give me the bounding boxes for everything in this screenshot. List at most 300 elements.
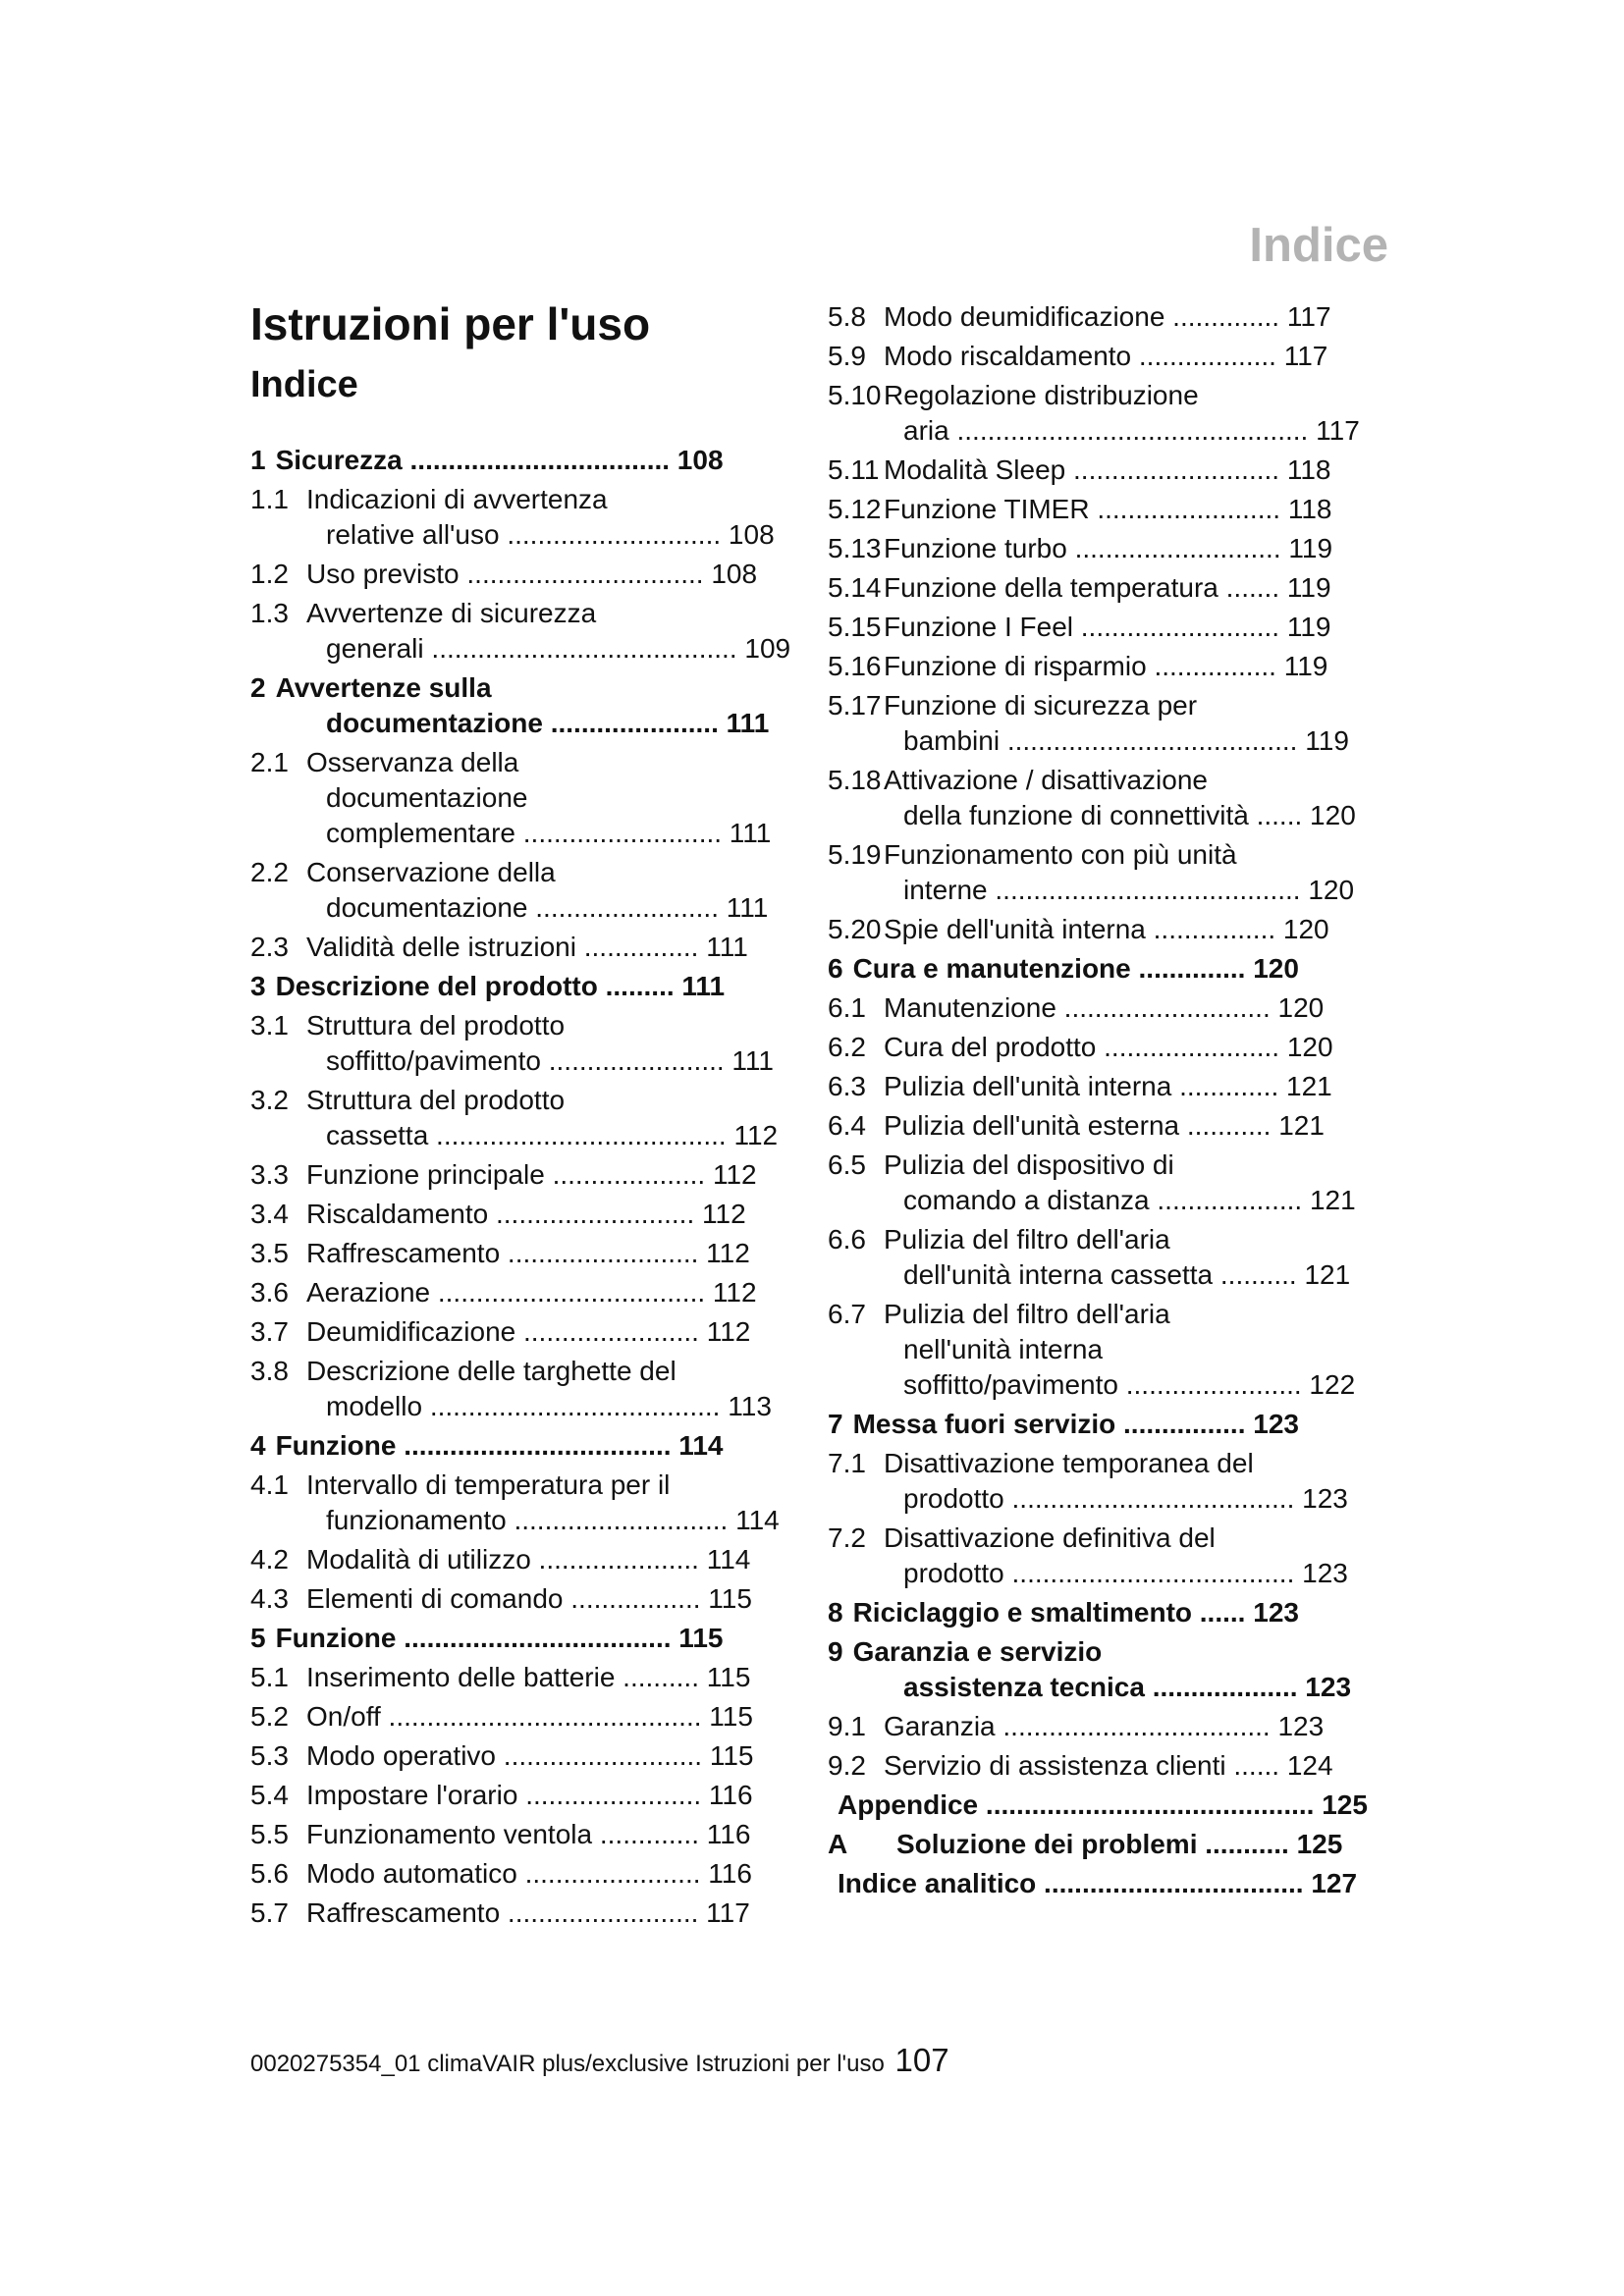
toc-entry-number: 7.1	[828, 1448, 866, 1478]
toc-entry-line	[828, 339, 1417, 374]
toc-page-number: 118	[1280, 494, 1332, 524]
toc-entry[interactable]	[828, 688, 1417, 759]
toc-entry-number: 5.2	[250, 1701, 289, 1733]
toc-entry[interactable]	[250, 1157, 810, 1193]
toc-entry-line	[250, 1856, 810, 1892]
toc-entry-text: prodotto	[903, 1558, 1004, 1588]
toc-entry-number: 5.1	[250, 1662, 289, 1693]
toc-page-number: 113	[720, 1391, 772, 1422]
toc-entry-text: Modo operativo	[306, 1740, 497, 1772]
toc-entry-line	[250, 1197, 810, 1232]
toc-entry-number: 3.4	[250, 1199, 289, 1230]
toc-page-number: 109	[736, 633, 791, 665]
toc-entry-line	[250, 706, 810, 741]
toc-leader-dots: ................	[1145, 914, 1276, 944]
toc-entry-line	[250, 890, 810, 926]
toc-leader-dots: .................	[563, 1583, 701, 1615]
toc-entry[interactable]	[828, 951, 1417, 987]
toc-entry-number: 2.1	[250, 747, 289, 778]
toc-entry-text: Conservazione della	[306, 857, 556, 888]
toc-entry-number: 8	[828, 1597, 843, 1628]
toc-entry-page	[500, 1238, 750, 1268]
toc-entry-number: 7	[828, 1409, 843, 1439]
toc-leader-dots: ............................	[506, 1505, 729, 1536]
toc-entry[interactable]	[250, 1856, 810, 1892]
toc-entry[interactable]	[828, 649, 1417, 684]
toc-entry-line	[828, 1788, 1417, 1823]
toc-entry-text: Riciclaggio e smaltimento	[852, 1597, 1192, 1628]
toc-entry-text: Pulizia del filtro dell'aria	[884, 1299, 1170, 1329]
toc-entry[interactable]	[250, 1621, 810, 1656]
toc-leader-dots: .......	[1218, 572, 1280, 603]
toc-entry-line	[250, 557, 810, 592]
toc-entry-number: 3.1	[250, 1010, 289, 1041]
toc-entry-page	[422, 1391, 772, 1421]
toc-entry-text: Servizio di assistenza clienti	[884, 1750, 1226, 1781]
toc-entry-line	[250, 596, 810, 631]
toc-entry[interactable]	[828, 453, 1417, 488]
toc-entry-text: Modalità di utilizzo	[306, 1544, 531, 1575]
toc-page-number: 115	[700, 1583, 752, 1615]
toc-entry-number: 5.8	[828, 301, 866, 332]
toc-entry-line	[250, 969, 810, 1004]
toc-entry-line	[828, 1748, 1417, 1784]
toc-page-number: 122	[1301, 1369, 1356, 1400]
toc-entry[interactable]	[250, 1083, 810, 1153]
toc-entry-line	[250, 1468, 810, 1503]
toc-entry-text: Messa fuori servizio	[852, 1409, 1116, 1439]
toc-entry-text: Attivazione / disattivazione	[884, 765, 1208, 795]
toc-entry-page	[1147, 651, 1328, 681]
toc-entry[interactable]	[828, 1521, 1417, 1591]
toc-leader-dots: ..............	[1164, 301, 1280, 332]
toc-entry-number: 2.2	[250, 857, 289, 888]
toc-page-number: 123	[1294, 1483, 1348, 1514]
toc-entry-page	[515, 818, 771, 848]
toc-entry-line	[250, 1236, 810, 1271]
toc-leader-dots: .....................................	[1003, 1558, 1295, 1588]
toc-entry-line	[828, 688, 1417, 723]
toc-entry-line	[828, 837, 1417, 873]
toc-page-number: 124	[1279, 1750, 1333, 1781]
toc-entry-page	[1065, 454, 1330, 485]
toc-leader-dots: .......................	[1096, 1032, 1280, 1062]
toc-entry-page	[1150, 1185, 1356, 1215]
toc-page-number: 114	[728, 1505, 780, 1536]
toc-entry-text: Funzione della temperatura	[884, 572, 1218, 603]
toc-entry-number: 5.7	[250, 1897, 289, 1929]
toc-leader-dots: ...........	[1197, 1829, 1289, 1859]
toc-entry-line	[250, 1043, 810, 1079]
toc-leader-dots: ..................	[1131, 341, 1276, 371]
toc-page-number: 119	[1280, 533, 1333, 563]
toc-entry-number: 5.5	[250, 1819, 289, 1850]
toc-entry-text: Struttura del prodotto	[306, 1010, 566, 1041]
toc-entry-line	[828, 1595, 1417, 1630]
toc-entry-line	[250, 1118, 810, 1153]
toc-page-number: 120	[1279, 1032, 1333, 1062]
toc-leader-dots: .........................	[500, 1897, 699, 1929]
toc-entry-page	[1004, 1558, 1348, 1588]
toc-right-list	[828, 299, 1417, 1901]
toc-entry-text: generali	[326, 633, 424, 665]
toc-entry[interactable]	[828, 1030, 1417, 1065]
toc-entry-number: 5.12	[828, 494, 882, 524]
toc-entry-text: della funzione di connettività	[903, 800, 1249, 830]
toc-entry[interactable]	[250, 1197, 810, 1232]
toc-entry-number: 5.15	[828, 612, 882, 642]
toc-entry-line	[828, 570, 1417, 606]
toc-entry-number: 4.1	[250, 1469, 289, 1501]
toc-entry-line	[828, 723, 1417, 759]
toc-entry-number: 4.3	[250, 1583, 289, 1615]
toc-entry-line	[828, 1069, 1417, 1104]
toc-leader-dots: .............	[592, 1819, 699, 1850]
toc-entry[interactable]	[828, 299, 1417, 335]
toc-entry[interactable]	[250, 1778, 810, 1813]
toc-entry[interactable]	[250, 1660, 810, 1695]
toc-entry-text: Descrizione delle targhette del	[306, 1356, 677, 1387]
toc-leader-dots: ....................	[544, 1159, 706, 1191]
toc-entry[interactable]	[828, 1407, 1417, 1442]
toc-entry[interactable]	[828, 1108, 1417, 1144]
toc-entry[interactable]	[828, 1634, 1417, 1705]
toc-page-number: 121	[1296, 1259, 1351, 1290]
toc-page-number: 123	[1297, 1672, 1352, 1702]
toc-entry[interactable]	[828, 1446, 1417, 1517]
toc-entry-line	[250, 482, 810, 517]
toc-entry-page	[1179, 1110, 1325, 1141]
toc-entry-line	[828, 610, 1417, 645]
toc-entry-line	[828, 1222, 1417, 1257]
toc-entry-page	[507, 1505, 780, 1535]
toc-entry-text: Appendice	[838, 1789, 979, 1820]
toc-entry[interactable]	[828, 837, 1417, 908]
toc-entry-number: 2	[250, 672, 266, 704]
toc-page-number: 121	[1271, 1110, 1325, 1141]
toc-entry-text: Modalità Sleep	[884, 454, 1066, 485]
toc-entry[interactable]	[250, 443, 810, 478]
toc-page-number: 120	[1302, 800, 1356, 830]
toc-entry-text: Funzione principale	[306, 1159, 545, 1191]
toc-leader-dots: ..........................	[496, 1740, 703, 1772]
toc-entry-text: Raffrescamento	[306, 1897, 501, 1929]
toc-entry-number: 1.3	[250, 598, 289, 629]
toc-entry-number: 5.6	[250, 1858, 289, 1890]
toc-entry-number: 4.2	[250, 1544, 289, 1575]
toc-entry[interactable]	[250, 1581, 810, 1617]
toc-leader-dots: ........................................	[987, 875, 1301, 905]
toc-entry-line	[828, 763, 1417, 798]
toc-entry-page	[1056, 992, 1324, 1023]
toc-entry-line	[828, 649, 1417, 684]
toc-entry-text: Pulizia dell'unità interna	[884, 1071, 1172, 1101]
toc-entry-line	[828, 1670, 1417, 1705]
toc-entry-text: Spie dell'unità interna	[884, 914, 1146, 944]
toc-entry-text: documentazione	[326, 708, 543, 739]
toc-page-number: 112	[694, 1199, 746, 1230]
toc-page-number: 120	[1300, 875, 1355, 905]
toc-entry-page	[1073, 612, 1330, 642]
toc-entry[interactable]	[250, 1542, 810, 1577]
toc-leader-dots: ...............................	[459, 559, 704, 590]
toc-entry-text: Pulizia dell'unità esterna	[884, 1110, 1180, 1141]
toc-entry[interactable]	[250, 1468, 810, 1538]
page-footer	[250, 2042, 949, 2079]
toc-entry-number: 5.20	[828, 914, 882, 944]
toc-entry-page	[1218, 572, 1331, 603]
toc-entry-text: modello	[326, 1391, 423, 1422]
toc-entry[interactable]	[250, 482, 810, 553]
toc-entry-number: A	[828, 1829, 848, 1859]
toc-entry-page	[500, 1897, 750, 1928]
toc-entry[interactable]	[250, 1275, 810, 1310]
toc-entry-number: 3.8	[250, 1356, 289, 1387]
toc-entry-line	[828, 531, 1417, 566]
toc-page-number: 116	[701, 1780, 753, 1811]
toc-entry-text: Uso previsto	[306, 559, 460, 590]
toc-entry-number: 6.4	[828, 1110, 866, 1141]
toc-entry-text: Avvertenze sulla	[275, 672, 492, 704]
toc-leader-dots: ...........................................	[978, 1789, 1315, 1820]
toc-entry[interactable]	[250, 1817, 810, 1852]
toc-entry-line	[828, 1866, 1417, 1901]
toc-entry-number: 3.6	[250, 1277, 289, 1308]
toc-entry[interactable]	[828, 1827, 1417, 1862]
toc-entry-text: Indice analitico	[838, 1868, 1037, 1898]
toc-entry[interactable]	[250, 855, 810, 926]
toc-entry-page	[381, 1701, 753, 1732]
toc-entry[interactable]	[250, 969, 810, 1004]
toc-entry-page	[1213, 1259, 1350, 1290]
toc-entry-line	[250, 855, 810, 890]
toc-entry[interactable]	[828, 1788, 1417, 1823]
toc-entry[interactable]	[250, 930, 810, 965]
toc-entry-page	[996, 1711, 1325, 1741]
toc-entry-page	[988, 875, 1354, 905]
toc-page-number: 115	[702, 1740, 754, 1772]
toc-entry[interactable]	[250, 1008, 810, 1079]
toc-entry[interactable]	[828, 912, 1417, 947]
toc-page-number: 123	[1270, 1711, 1325, 1741]
toc-entry-text: Funzione turbo	[884, 533, 1067, 563]
toc-page-number: 116	[700, 1858, 752, 1890]
toc-entry-number: 5.3	[250, 1740, 289, 1772]
toc-entry[interactable]	[828, 1709, 1417, 1744]
toc-entry[interactable]	[828, 610, 1417, 645]
toc-page-number: 120	[1270, 992, 1325, 1023]
toc-entry-number: 6.5	[828, 1149, 866, 1180]
toc-leader-dots: ...........................	[1056, 992, 1271, 1023]
toc-page-number: 112	[705, 1277, 757, 1308]
toc-entry[interactable]	[250, 596, 810, 667]
toc-entry-line	[250, 930, 810, 965]
toc-entry[interactable]	[828, 1297, 1417, 1403]
toc-entry-number: 6	[828, 953, 843, 984]
toc-entry-number: 5.9	[828, 341, 866, 371]
toc-leader-dots: ...................................	[430, 1277, 706, 1308]
toc-entry-text: Funzione TIMER	[884, 494, 1090, 524]
toc-leader-dots: ......................................	[422, 1391, 721, 1422]
toc-entry-page	[949, 415, 1360, 446]
toc-leader-dots: ......................	[542, 708, 719, 739]
toc-entry-number: 5.16	[828, 651, 882, 681]
toc-entry[interactable]	[828, 990, 1417, 1026]
toc-leader-dots: ...........................	[1066, 533, 1281, 563]
toc-entry-line	[828, 798, 1417, 833]
toc-entry-text: Funzionamento ventola	[306, 1819, 593, 1850]
toc-page-number: 117	[1275, 341, 1328, 371]
toc-page-number: 123	[1245, 1597, 1299, 1628]
toc-leader-dots: ..............................................	[948, 415, 1309, 446]
toc-entry[interactable]	[250, 1738, 810, 1774]
toc-entry-page	[500, 519, 775, 550]
toc-entry-line	[250, 670, 810, 706]
toc-entry[interactable]	[828, 1595, 1417, 1630]
toc-entry-number: 5.11	[828, 454, 880, 485]
toc-entry-line	[828, 1183, 1417, 1218]
toc-leader-dots: ............................	[499, 519, 722, 551]
toc-entry-text: documentazione	[326, 782, 528, 814]
toc-entry[interactable]	[828, 1222, 1417, 1293]
toc-entry-number: 3.3	[250, 1159, 289, 1191]
toc-entry-page	[1090, 494, 1332, 524]
toc-entry-number: 3	[250, 971, 266, 1002]
toc-entry-text: cassetta	[326, 1120, 429, 1151]
toc-entry-page	[576, 932, 748, 962]
toc-entry-text: Sicurezza	[275, 445, 403, 476]
toc-entry-number: 2.3	[250, 932, 289, 963]
toc-entry[interactable]	[250, 557, 810, 592]
toc-entry[interactable]	[250, 670, 810, 741]
toc-entry-text: Funzione di sicurezza per	[884, 690, 1198, 721]
toc-page-number: 123	[1245, 1409, 1299, 1439]
toc-entry-line	[828, 1367, 1417, 1403]
toc-page-number: 117	[1308, 415, 1360, 446]
toc-entry-line	[250, 1157, 810, 1193]
section-title: Indice	[250, 363, 358, 405]
toc-entry-text: relative all'uso	[326, 519, 500, 551]
toc-entry-line	[828, 1634, 1417, 1670]
toc-leader-dots: ................	[1115, 1409, 1246, 1439]
toc-leader-dots: ..........................	[1073, 612, 1280, 642]
toc-entry-line	[250, 1699, 810, 1735]
toc-entry-number: 5.17	[828, 690, 882, 721]
toc-entry[interactable]	[828, 1866, 1417, 1901]
toc-entry-page	[1164, 301, 1330, 332]
toc-entry-line	[250, 1389, 810, 1424]
toc-entry-text: Garanzia	[884, 1711, 996, 1741]
toc-entry-number: 6.3	[828, 1071, 866, 1101]
toc-leader-dots: .........................................	[380, 1701, 702, 1733]
toc-entry-number: 3.2	[250, 1085, 289, 1116]
toc-page-number: 117	[698, 1897, 750, 1929]
toc-entry-text: Struttura del prodotto	[306, 1085, 566, 1116]
toc-entry-text: aria	[903, 415, 949, 446]
toc-entry-number: 5.19	[828, 839, 882, 870]
toc-entry-page	[396, 1623, 723, 1653]
toc-entry[interactable]	[250, 1699, 810, 1735]
toc-entry-line	[828, 951, 1417, 987]
toc-entry-line	[250, 1275, 810, 1310]
toc-entry-page	[1036, 1868, 1357, 1898]
toc-entry-line	[828, 1148, 1417, 1183]
toc-entry[interactable]	[828, 1069, 1417, 1104]
toc-entry-page	[598, 971, 725, 1001]
toc-page-number: 111	[722, 818, 772, 849]
toc-page-number: 119	[1279, 612, 1331, 642]
toc-entry-number: 5.14	[828, 572, 882, 603]
toc-leader-dots: ...................	[1149, 1185, 1303, 1215]
toc-entry-text: Modo automatico	[306, 1858, 517, 1890]
toc-entry-text: Intervallo di temperatura per il	[306, 1469, 671, 1501]
toc-page-number: 112	[698, 1238, 750, 1269]
toc-entry[interactable]	[828, 1748, 1417, 1784]
toc-entry-number: 5.18	[828, 765, 882, 795]
toc-entry[interactable]	[828, 531, 1417, 566]
toc-page-number: 108	[670, 445, 724, 476]
toc-entry[interactable]	[828, 763, 1417, 833]
toc-entry-line	[250, 1581, 810, 1617]
toc-entry-text: Aerazione	[306, 1277, 431, 1308]
toc-entry-line	[828, 492, 1417, 527]
toc-entry-number: 1	[250, 445, 266, 476]
toc-entry[interactable]	[250, 1896, 810, 1931]
toc-entry[interactable]	[828, 339, 1417, 374]
toc-entry[interactable]	[250, 1354, 810, 1424]
toc-entry-number: 1.2	[250, 559, 289, 590]
toc-page-number: 118	[1279, 454, 1331, 485]
toc-entry[interactable]	[828, 492, 1417, 527]
toc-leader-dots: ......................................	[428, 1120, 727, 1151]
toc-entry-number: 6.6	[828, 1224, 866, 1255]
toc-entry[interactable]	[250, 1314, 810, 1350]
toc-entry[interactable]	[828, 378, 1417, 449]
toc-page-number: 121	[1278, 1071, 1332, 1101]
toc-entry-text: documentazione	[326, 892, 528, 924]
toc-entry-text: Pulizia del filtro dell'aria	[884, 1224, 1170, 1255]
toc-entry[interactable]	[250, 1428, 810, 1464]
toc-entry-page	[527, 892, 768, 923]
toc-entry-line	[250, 1896, 810, 1931]
toc-entry[interactable]	[828, 1148, 1417, 1218]
toc-entry-page	[403, 445, 724, 475]
toc-leader-dots: .....................................	[1003, 1483, 1295, 1514]
toc-entry-page	[1118, 1369, 1355, 1400]
toc-entry-number: 3.7	[250, 1316, 289, 1348]
toc-entry[interactable]	[250, 1236, 810, 1271]
toc-entry-page	[541, 1045, 774, 1076]
toc-page-number: 123	[1294, 1558, 1348, 1588]
toc-page-number: 117	[1279, 301, 1331, 332]
toc-page-number: 111	[718, 892, 769, 924]
toc-entry-line	[250, 1778, 810, 1813]
toc-entry-page	[1096, 1032, 1332, 1062]
toc-entry-text: Disattivazione temporanea del	[884, 1448, 1254, 1478]
toc-page-number: 114	[698, 1544, 751, 1575]
toc-entry-text: Cura e manutenzione	[852, 953, 1131, 984]
toc-leader-dots: ...................................	[995, 1711, 1271, 1741]
toc-entry-page	[430, 1277, 756, 1308]
toc-entry-page	[543, 708, 769, 738]
toc-entry-text: Funzione di risparmio	[884, 651, 1147, 681]
toc-entry[interactable]	[828, 570, 1417, 606]
toc-entry-text: prodotto	[903, 1483, 1004, 1514]
toc-leader-dots: .............	[1171, 1071, 1279, 1101]
toc-entry-line	[250, 816, 810, 851]
toc-leader-dots: ................	[1146, 651, 1276, 681]
toc-entry[interactable]	[250, 745, 810, 851]
